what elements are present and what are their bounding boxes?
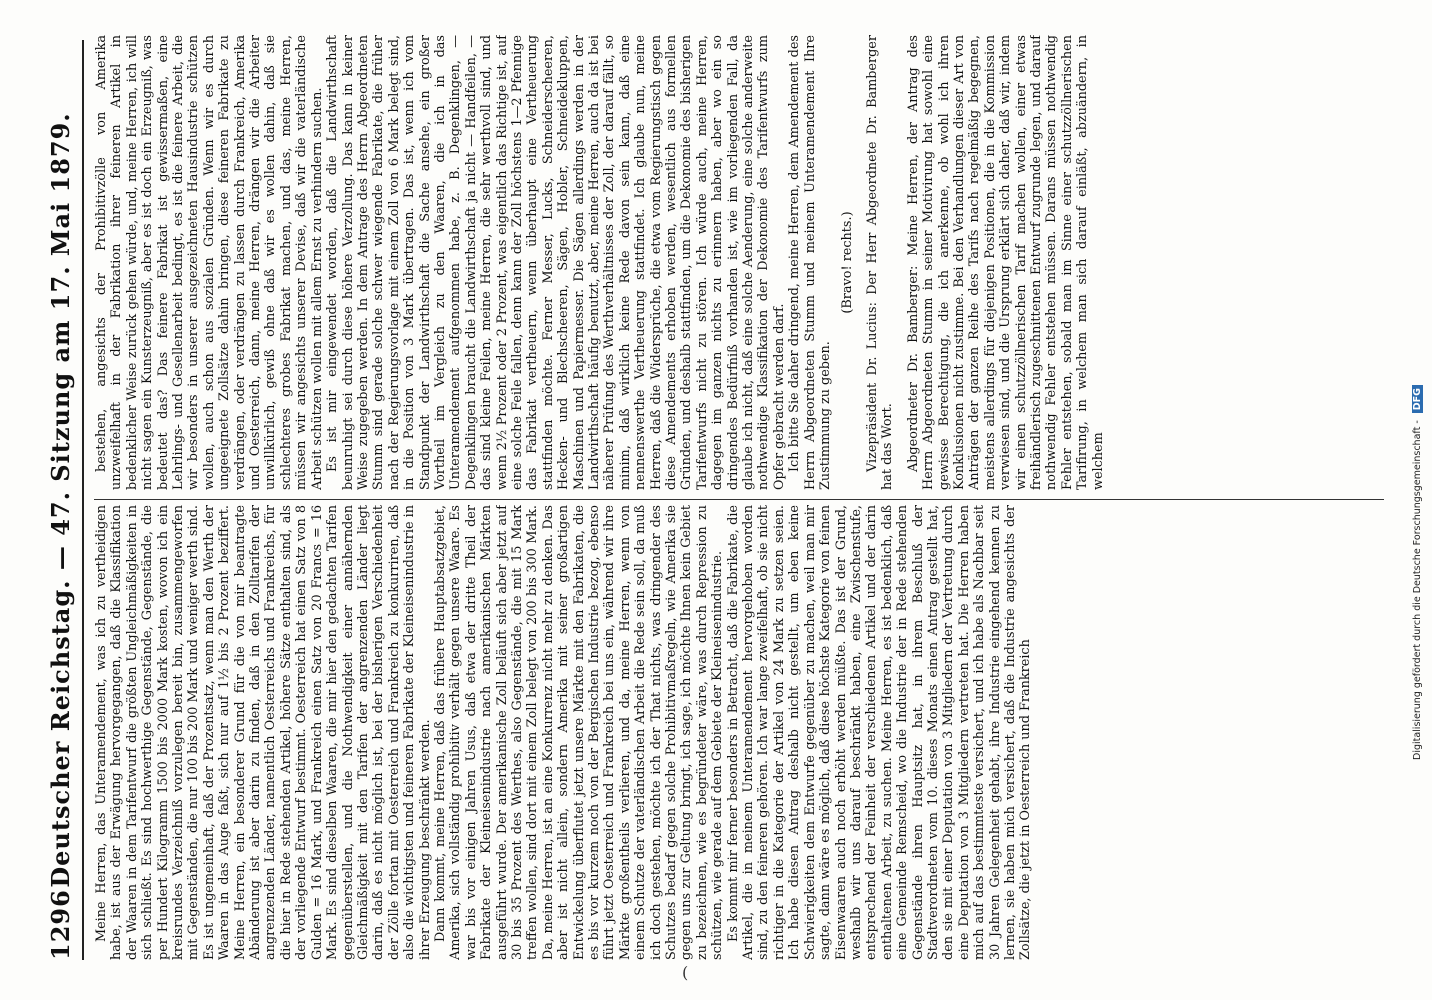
paragraph: Ich bitte Sie daher dringend, meine Herren, dem Amendement des Herrn Abgeordneten Stumm und meinem Unteramendement Ihre Zustimmung zu geben.: [787, 35, 834, 490]
page-content: [32, 20, 1412, 980]
rotated-page: [32, 20, 1412, 980]
page-number: 1296: [46, 889, 75, 960]
applause-note: (Bravo! rechts.): [839, 211, 855, 314]
paragraph: bestehen, angesichts der Prohibitivzölle von Amerika unzweifelhaft in der Fabrikation ihrer feineren Artikel in bedenklicher Weise zurück gehen würde, und, meine Herren, ich will nicht sagen ein Kunsterzeugniß, aber es ist doch ein Erzeugniß, was bedeutet das? Das feinere Fabrikat ist gewissermaßen, eine Lehrlings- und Gesellenarbeit bedingt, es ist die feinere Arbeit, die wir besonders in unserer ausgezeichneten Hausindustrie schützen wollen, auch schon aus sozialen Gründen. Wenn wir es durch ungeeignete Zollsätze dahin bringen, diese feineren Fabrikate zu verdrängen, oder verdrängen zu lassen durch Frankreich, Amerika und Oesterreich, dann, meine Herren, drängen wir die Arbeiter unwillkürlich, gewiß ohne daß wir es wollen dahin, daß sie schlechteres grobes Fabrikat machen, und das, meine Herren, müssen wir angesichts unserer Devise, daß wir die vaterländische Arbeit schützen wollen mit allem Ernst zu verhindern suchen.: [94, 35, 325, 490]
paragraph: Abgeordneter Dr. Bamberger: Meine Herren, der Antrag des Herrn Abgeordneten Stumm in seiner Motivirung hat sowohl eine gewisse Berechtigung, die ich anerkenne, ob wohl ich ihren Konklusionen nicht zustimme. Bei den Verhandlungen dieser Art von Anträgen der ganzen Reihe des Tarifs nach regelmäßig begegnen, meistens allerdings für diejenigen Positionen, die in die Kommission verwiesen sind, und die Ursprung erklärt sich daher, daß wir, indem wir einen schutzzöllnerischen Tarif machen wollen, einer etwas freihändlerisch zugeschnittenen Entwurf zugrunde legen, und darauf nothwendig Fehler entstehen müssen. Darans müssen nothwendig Fehler entstehen, sobald man im Sinne einer schutzzöllnerischen Tarifirung, in welchem man sich darauf einläßt, abzuändern, in welchem: [905, 35, 1106, 490]
dfg-logo: DFG: [1412, 385, 1423, 413]
paragraph: Dann kommt, meine Herren, daß das frühere Hauptabsatzgebiet, Amerika, sich vollständig prohibitiv verhält gegen unsere Waare. Es war bis vor einigen Jahren Usus, daß etwa der dritte Theil der Fabrikate der Kleineisenindustrie nach amerikanischen Märkten ausgeführt wurde. Der amerikanische Zoll beläuft sich aber jetzt auf 30 bis 35 Prozent des Werthes, also Gegenstände, die mit 15 Mark treffen wollen, sind dort mit einem Zoll belegt von 200 bis 300 Mark. Da, meine Herren, ist an eine Konkurrenz nicht mehr zu denken. Das aber ist nicht allein, sondern Amerika mit seiner großartigen Entwickelung überflutet jetzt unsere Märkte mit den Fabrikaten, die es bis vor kurzem noch von der Bergischen Industrie bezog, ebenso führt jetzt Oesterreich und Frankreich bei uns ein, während wir ihre Märkte großentheils verlieren, und da, meine Herren, wenn von einem Schutze der vaterländischen Arbeit die Rede sein soll, da muß ich doch gestehen, möchte ich der That nichts, was dringender des Schutzes bedarf gegen solche Prohibitivmaßregeln, wie Amerika sie gegen uns zur Geltung bringt, ich sage, ich möchte Ihnen kein Gebiet zu bezeichnen, wie es begründeter wäre, was durch Repression zu schützen, wie gerade auf dem Gebiete der Kleineisenindustrie.: [432, 505, 726, 960]
left-column: [94, 505, 1384, 960]
paragraph: Vizepräsident Dr. Lucius: Der Herr Abgeordnete Dr. Bamberger hat das Wort.: [864, 35, 896, 490]
digitization-text: Digitalisierung gefördert durch die Deutsche Forschungsgemeinschaft -: [1412, 420, 1423, 760]
scan-mark: (: [682, 963, 689, 982]
paragraph: Es ist mir eingewendet worden, daß die Landwirthschaft beunruhigt sei durch diese höhere Verzollung. Das kann in keiner Weise zugegeben werden. In dem Antrage des Herrn Abgeordneten Stumm sind gerade solche schwer wiegende Fabrikate, die früher nach der Regierungsvorlage mit einem Zoll von 6 Mark belegt sind, in die Position von 3 Mark übertragen. Das ist, wenn ich vom Standpunkt der Landwirthschaft die Sache ansehe, ein großer Vortheil im Vergleich zu den Waaren, die ich in das Unteramendement aufgenommen habe, z. B. Degenklingen, — Degenklingen braucht die Landwirthschaft ja nicht — Handfeilen, — das sind kleine Feilen, meine Herren, die sehr werthvoll sind, und wenn 2½ Prozent oder 2 Prozent, was eigentlich das Richtige ist, auf eine solche Feile fallen, denn kann der Zoll höchstens 1—2 Pfennige das Fabrikat vertheuern, wenn überhaupt eine Vertheuerung stattfinden möchte. Ferner Messer, Lucks, Schneiderscheeren, Hecken- und Blechscheeren, Sägen, Hobler, Schneidekluppen, Maschinen und Papiermesser. Die Sägen allerdings werden in der Landwirthschaft häufig benutzt, aber, meine Herren, auch da ist bei näherer Prüfung des Werthverhältnisses der Zoll, der darauf fällt, so minim, daß wirklich keine Rede davon sein kann, daß eine nennenswerthe Vertheuerung stattfindet. Ich glaube nun, meine Herren, daß die Widersprüche, die etwa vom Regierungstisch gegen diese Amendements erhoben werden, wesentlich aus formellen Gründen, und deshalb stattfinden, um die Dekonomie des bisherigen Tarifentwurfs nicht zu stören. Ich würde auch, meine Herren, dagegen im ganzen nichts zu erinnern haben, aber wo ein so dringendes Bedürfniß vorhanden ist, wie im vorliegenden Fall, da glaube ich nicht, daß eine solche Aenderung, eine solche anderweite nothwendige Klassifikation der Dekonomie des Tarifentwurfs zum Opfer gebracht werden darf.: [325, 35, 787, 490]
column-divider: [94, 499, 1384, 500]
page-header: [42, 40, 84, 960]
page-title: Deutscher Reichstag. — 47. Sitzung am 17. Mai 1879.: [46, 112, 75, 888]
digitization-note: [1412, 200, 1426, 760]
paragraph: Meine Herren, das Unteramendement, was ich zu vertheidigen habe, ist aus der Erwägung hervorgegangen, daß die Klassifikation der Waaren in dem Tarifentwurf die größten Ungleichmäßigkeiten in sich schließt. Es sind hochwerthige Gegenstände, Gegenstände, die per Hundert Kilogramm 1500 bis 2000 Mark kosten, wovon ich ein kreisrundes Verzeichniß vorzulegen bereit bin, zusammengeworfen mit Gegenständen, die nur 100 bis 200 Mark und weniger werth sind. Es ist ungemeinhaft, daß der Prozentsatz, wenn man den Werth der Waaren in das Auge faßt, sich nur auf 1½ bis 2 Prozent beziffert. Meine Herren, ein besonderer Grund für die von mir beantragte Abänderung ist aber darin zu finden, daß in den Zolltarifen der angrenzenden Länder, namentlich Oesterreichs und Frankreichs, für die hier in Rede stehenden Artikel, höhere Sätze enthalten sind, als der vorliegende Entwurf bestimmt. Oesterreich hat einen Satz von 8 Gulden = 16 Mark, und Frankreich einen Satz von 20 Francs = 16 Mark. Es sind dieselben Waaren, die mir hier den gedachten Tarifen gegenüberstellen, und die Nothwendigkeit einer annähernden Gleichmäßigkeit mit den Tarifen der angrenzenden Länder liegt darin, daß es nicht möglich ist, bei der bisherigen Verschiedenheit der Zölle fortan mit Oesterreich und Frankreich zu konkurriren, daß also die wichtigsten und feineren Fabrikate der Kleineisenindustrie in ihrer Erzeugung beschränkt werden.: [94, 505, 433, 960]
paragraph: Es kommt mir ferner besonders in Betracht, daß die Fabrikate, die Artikel, die in meinem Unteramendement hervorgehoben worden sind, zu den feineren gehören. Ich war lange zweifelhaft, ob sie nicht richtiger in die Kategorie der Artikel von 24 Mark zu setzen seien. Ich habe diesen Antrag deshalb nicht gestellt, um eben keine Schwierigkeiten dem Entwurfe gegenüber zu machen, weil man mir sagte, dann wäre es möglich, daß diese höchste Kategorie von feinen Eisenwaaren auch noch erhöht werden müßte. Das ist der Grund, weshalb wir uns darauf beschränkt haben, eine Zwischenstufe, entsprechend der Feinheit der verschiedenen Artikel und der darin enthaltenen Arbeit, zu suchen. Meine Herren, es ist bedenklich, daß eine Gemeinde Remscheid, wo die Industrie der in Rede stehenden Gegenstände ihren Hauptsitz hat, in ihrem Beschluß der Stadtverordneten vom 10. dieses Monats einen Antrag gestellt hat, den sie mit einer Deputation von 3 Mitgliedern der Vertretung durch eine Deputation von 3 Mitgliedern vertreten hat. Die Herren haben mich auf das bestimmteste versichert, und ich habe als Nachbar seit 30 Jahren Gelegenheit gehabt, ihre Industrie eingehend kennen zu lernen, sie haben mich versichert, daß die Industrie angesichts der Zollsätze, die jetzt in Oesterreich und Frankreich: [725, 505, 1034, 960]
right-column: [94, 35, 1384, 490]
